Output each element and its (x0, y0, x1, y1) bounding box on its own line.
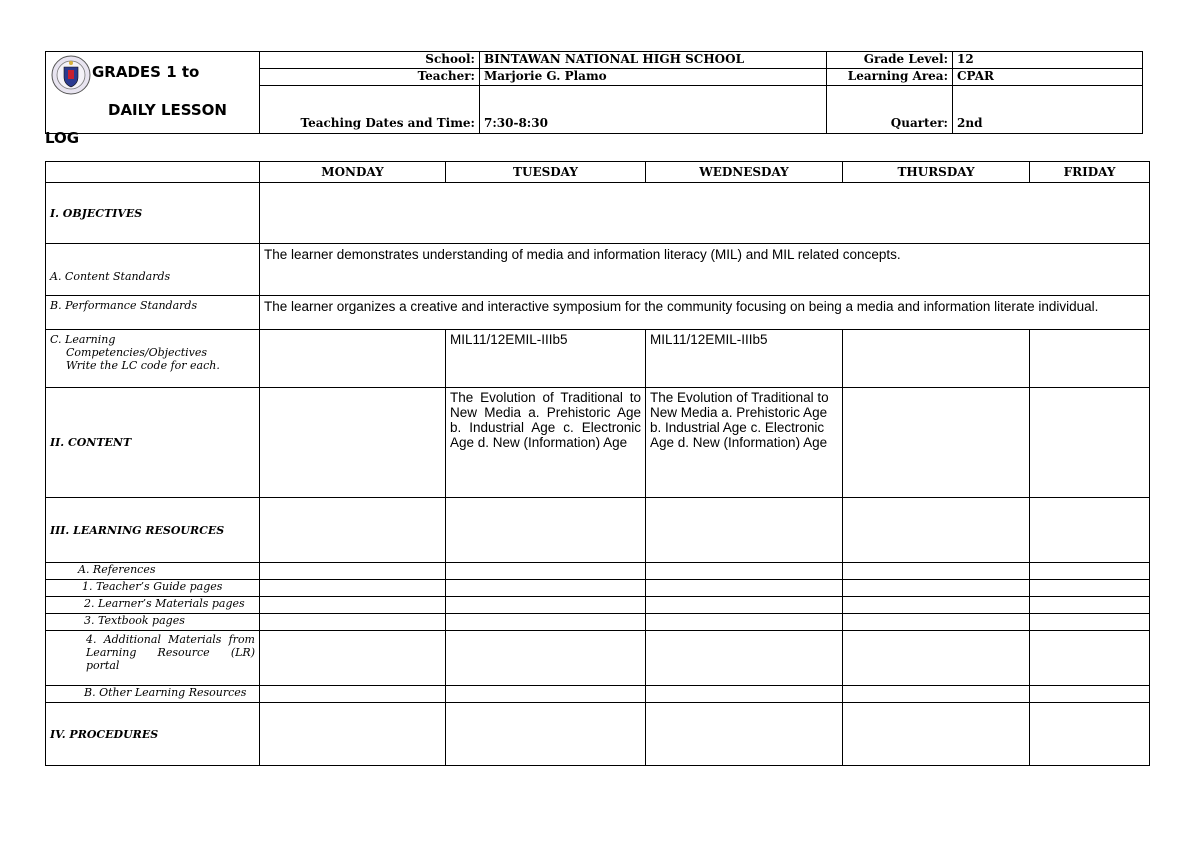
lc-thursday (843, 330, 1030, 388)
references-tuesday (446, 563, 646, 580)
competencies-label (46, 330, 260, 388)
references-thursday (843, 563, 1030, 580)
objectives-span (260, 183, 1150, 244)
resources-wednesday (646, 498, 843, 563)
am-friday (1030, 631, 1150, 686)
content-monday (260, 388, 446, 498)
tg-pages-label: 1. Teacher’s Guide pages (46, 580, 260, 597)
tb-monday (260, 614, 446, 631)
proc-wednesday (646, 703, 843, 766)
other-monday (260, 686, 446, 703)
competencies-line-3: Write the LC code for each. (66, 359, 220, 372)
proc-monday (260, 703, 446, 766)
content-wednesday: The Evolution of Traditional to New Media a. Prehistoric Age b. Industrial Age c. Electronic Age d. New (Information) Age (646, 388, 843, 498)
additional-materials-label: 4. Additional Materials from Learning Resource (LR) portal (46, 631, 260, 686)
other-tuesday (446, 686, 646, 703)
content-standards-label: A. Content Standards (46, 244, 260, 296)
title-line-1: GRADES 1 to (92, 63, 200, 81)
content-heading: II. CONTENT (46, 388, 260, 498)
resources-friday (1030, 498, 1150, 563)
area-value: CPAR (953, 69, 1143, 86)
lm-pages-label: 2. Learner’s Materials pages (46, 597, 260, 614)
am-wednesday (646, 631, 843, 686)
tb-friday (1030, 614, 1150, 631)
tb-thursday (843, 614, 1030, 631)
dates-value: 7:30-8:30 (480, 86, 827, 134)
proc-friday (1030, 703, 1150, 766)
header-table (45, 51, 1143, 147)
other-resources-label: B. Other Learning Resources (46, 686, 260, 703)
am-thursday (843, 631, 1030, 686)
quarter-label: Quarter: (827, 86, 953, 134)
performance-standards-text: The learner organizes a creative and interactive symposium for the community focusing on being a media and information literate individual. (260, 296, 1150, 330)
tg-wednesday (646, 580, 843, 597)
resources-monday (260, 498, 446, 563)
tg-tuesday (446, 580, 646, 597)
textbook-pages-label: 3. Textbook pages (46, 614, 260, 631)
dates-label: Teaching Dates and Time: (260, 86, 480, 134)
other-wednesday (646, 686, 843, 703)
school-label: School: (260, 52, 480, 69)
content-standards-text: The learner demonstrates understanding of media and information literacy (MIL) and MIL related concepts. (260, 244, 1150, 296)
corner-cell (46, 162, 260, 183)
content-friday (1030, 388, 1150, 498)
tg-monday (260, 580, 446, 597)
lc-tuesday: MIL11/12EMIL-IIIb5 (446, 330, 646, 388)
school-value: BINTAWAN NATIONAL HIGH SCHOOL (480, 52, 827, 69)
teacher-label: Teacher: (260, 69, 480, 86)
lc-wednesday: MIL11/12EMIL-IIIb5 (646, 330, 843, 388)
day-header-thursday: THURSDAY (843, 162, 1030, 183)
other-thursday (843, 686, 1030, 703)
references-wednesday (646, 563, 843, 580)
resources-tuesday (446, 498, 646, 563)
lm-tuesday (446, 597, 646, 614)
tg-friday (1030, 580, 1150, 597)
content-thursday (843, 388, 1030, 498)
references-friday (1030, 563, 1150, 580)
title-cell (45, 52, 260, 147)
deped-seal-icon (51, 55, 91, 95)
objectives-heading: I. OBJECTIVES (46, 183, 260, 244)
lm-wednesday (646, 597, 843, 614)
references-monday (260, 563, 446, 580)
other-friday (1030, 686, 1150, 703)
teacher-value: Marjorie G. Plamo (480, 69, 827, 86)
procedures-heading: IV. PROCEDURES (46, 703, 260, 766)
title-line-2: DAILY LESSON (108, 101, 227, 119)
day-header-tuesday: TUESDAY (446, 162, 646, 183)
grade-value: 12 (953, 52, 1143, 69)
lm-thursday (843, 597, 1030, 614)
lc-friday (1030, 330, 1150, 388)
content-tuesday: The Evolution of Traditional to New Media a. Prehistoric Age b. Industrial Age c. Electronic Age d. New (Information) Age (446, 388, 646, 498)
lm-friday (1030, 597, 1150, 614)
proc-thursday (843, 703, 1030, 766)
competencies-line-2: Competencies/Objectives (66, 346, 208, 359)
day-header-monday: MONDAY (260, 162, 446, 183)
area-label: Learning Area: (827, 69, 953, 86)
grade-label: Grade Level: (827, 52, 953, 69)
day-header-friday: FRIDAY (1030, 162, 1150, 183)
lesson-log-table (45, 161, 1150, 766)
am-monday (260, 631, 446, 686)
title-line-3: LOG (45, 129, 80, 147)
tg-thursday (843, 580, 1030, 597)
competencies-line-1: C. Learning (50, 333, 116, 346)
proc-tuesday (446, 703, 646, 766)
resources-thursday (843, 498, 1030, 563)
lm-monday (260, 597, 446, 614)
am-tuesday (446, 631, 646, 686)
day-header-wednesday: WEDNESDAY (646, 162, 843, 183)
tb-wednesday (646, 614, 843, 631)
resources-heading: III. LEARNING RESOURCES (46, 498, 260, 563)
quarter-value: 2nd (953, 86, 1143, 134)
performance-standards-label: B. Performance Standards (46, 296, 260, 330)
references-label: A. References (46, 563, 260, 580)
tb-tuesday (446, 614, 646, 631)
lc-monday (260, 330, 446, 388)
